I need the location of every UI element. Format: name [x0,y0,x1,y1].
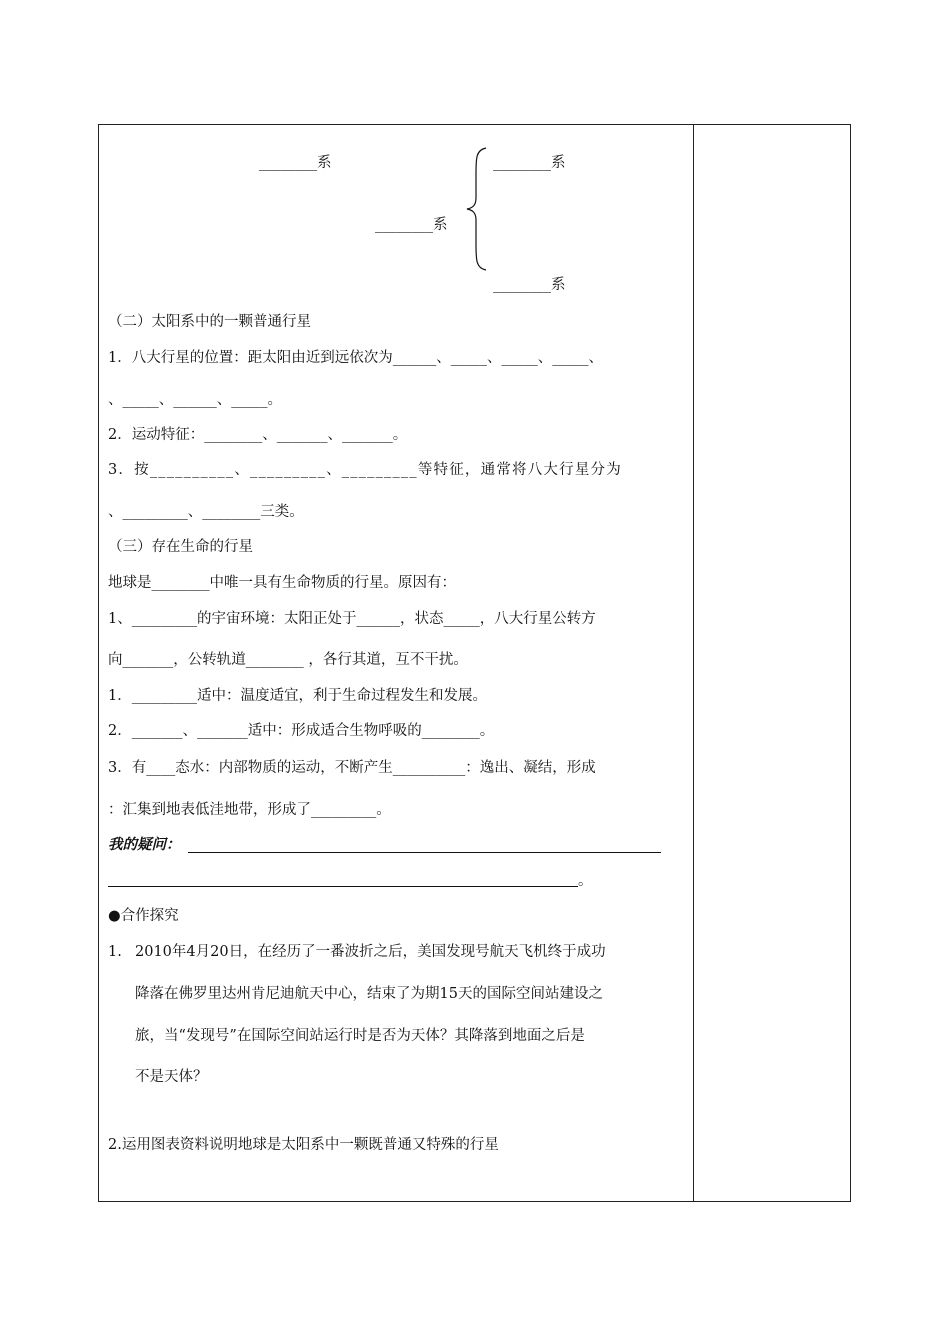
question1-number: 1. [108,944,122,960]
cooperative-exploration-heading: ●合作探究 [108,908,179,924]
motion-features-line: 2．运动特征：________、_______、_______。 [108,427,408,443]
planet-order-line1: 1．八大行星的位置：距太阳由近到远依次为______、_____、_____、_____、 [108,350,603,366]
section3-heading: （三）存在生命的行星 [108,539,253,555]
my-questions-answer-line-2 [108,886,578,887]
curly-brace-icon [462,146,492,272]
question1-line1: 2010年4月20日，在经历了一番波折之后，美国发现号航天飞机终于成功 [135,944,606,960]
cosmic-environment-line2: 向_______，公转轨道________ ，各行其道，互不干扰。 [108,652,468,668]
diagram-right-bottom-blank: ________系 [493,277,566,293]
planet-order-line2: 、_____、______、_____。 [108,392,282,408]
temperature-line: 1．_________适中：温度适宜，利于生命过程发生和发展。 [108,688,487,704]
my-questions-answer-line-1 [188,852,661,853]
water-line2: ：汇集到地表低洼地带，形成了_________。 [108,802,391,818]
my-questions-label: 我的疑问： [108,836,181,853]
question1-line3: 旅，当“发现号”在国际空间站运行时是否为天体？其降落到地面之后是 [135,1028,585,1044]
cosmic-environment-line1: 1、_________的宇宙环境：太阳正处于______，状态_____，八大行星公转方 [108,611,596,627]
diagram-middle-blank: ________系 [375,217,448,233]
atmosphere-line: 2．_______、_______适中：形成适合生物呼吸的________。 [108,723,495,739]
notes-column-divider [693,124,694,1202]
water-line1: 3．有____态水：内部物质的运动，不断产生__________：逸出、凝结，形成 [108,760,596,776]
question1-line4: 不是天体？ [135,1069,208,1085]
diagram-right-top-blank: ________系 [493,155,566,171]
question2: 2.运用图表资料说明地球是太阳系中一颗既普通又特殊的行星 [108,1137,499,1153]
planet-classification-line1: 3．按__________、_________、_________等特征，通常将八大行星分为 [108,462,622,478]
diagram-left-blank: ________系 [259,155,332,171]
my-questions-end-mark: 。 [578,873,593,889]
earth-unique-line: 地球是________中唯一具有生命物质的行星。原因有： [108,575,456,591]
question1-line2: 降落在佛罗里达州肯尼迪航天中心，结束了为期15天的国际空间站建设之 [135,986,603,1002]
section2-heading: （二）太阳系中的一颗普通行星 [108,314,311,330]
planet-classification-line2: 、_________、________三类。 [108,504,304,520]
